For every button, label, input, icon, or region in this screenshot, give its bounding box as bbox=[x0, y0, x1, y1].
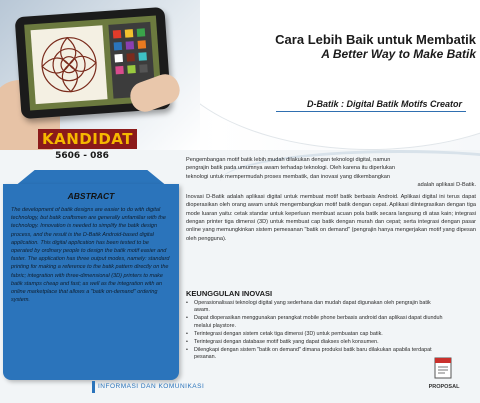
kandidat-badge bbox=[38, 129, 133, 165]
footer-category: INFORMASI DAN KOMUNIKASI bbox=[98, 383, 205, 390]
list-item: • Terintegrasi dengan sistem cetak tiga dimensi (3D) untuk pembuatan cap batik. bbox=[186, 330, 383, 337]
bullet-icon: • bbox=[186, 339, 188, 346]
intro-line: teknologi untuk mempermudah proses membatik, dan inovasi yang dikembangkan bbox=[186, 173, 390, 180]
bullet-icon: • bbox=[186, 347, 188, 354]
intro-line-last: adalah aplikasi D-Batik. bbox=[417, 181, 476, 188]
bullet-icon: • bbox=[186, 315, 188, 322]
keunggulan-list bbox=[186, 300, 444, 363]
list-item: • Terintegrasi dengan database motif batik yang dapat diakses oleh konsumen. bbox=[186, 339, 379, 346]
proposal-label: PROPOSAL bbox=[428, 384, 460, 390]
kandidat-number: 5606 - 086 bbox=[55, 151, 109, 161]
page-title-english: A Better Way to Make Batik bbox=[321, 47, 476, 61]
footer-marker bbox=[92, 381, 95, 393]
page-title: Cara Lebih Baik untuk Membatik bbox=[275, 32, 476, 47]
subtitle-underline bbox=[276, 111, 466, 112]
list-item: • Operasionalisasi teknologi digital yang sederhana dan mudah dapat digunakan oleh pengrajin batik awam. bbox=[186, 300, 431, 314]
intro-line: pengrajin batik pada umumnya awam terhadap teknologi. Oleh karena itu diperlukan bbox=[186, 165, 395, 172]
proposal-icon bbox=[432, 356, 454, 380]
abstract-text: The development of batik designs are easier to do with digital technology, but batik craftsmen are generally unfamiliar with the technology. Innovation is needed to simplify the batik design process, and the result is the D-Batik Android-based digital application. This digital application has been tested to be operated by ordinary people to design the batik motif easier and faster. The application has three output modes, namely: standard printing for making a reference to the batik pattern directly on the fabric; integration with three-dimensional (3D) printers to make batik stamps cheap and fast; as well as the integration with an online marketplace that allows a "batik on-demand" ordering system. bbox=[11, 207, 170, 304]
batik-motif-canvas bbox=[31, 25, 108, 104]
batik-motif-icon bbox=[31, 25, 108, 104]
bullet-icon: • bbox=[186, 300, 188, 306]
list-item: • Dapat dioperasikan menggunakan perangkat mobile phone berbasis android dan aplikasi dapat diunduh melalui playstore. bbox=[186, 315, 443, 329]
bullet-icon: • bbox=[186, 330, 188, 337]
innovation-paragraph: Inovasi D-Batik adalah aplikasi digital untuk membuat motif batik berbasis Android. Aplikasi digital ini terus dapat dioperasikan oleh orang awam untuk mengembangkan motif batik dengan cepat. Aplikasi diintegrasikan dengan tiga mode luaran yaitu: cetak standar untuk keperluan membuat acuan pola batik secara langsung di atas kain; integrasi dengan printer tiga dimensi (3D) untuk membuat cap batik dengan murah dan cepat; serta integrasi dengan pasar online yang memungkinkan sistem pemesanan "batik on demand" (pengrajin hanya mengerjakan motif yang dipesan oleh pengguna). bbox=[186, 194, 476, 242]
list-item: • Dilengkapi dengan sistem "batik on demand" dimana produksi batik baru dilakukan apabila terdapat pesanan. bbox=[186, 347, 432, 361]
tablet-photo bbox=[0, 0, 200, 150]
intro-line: Pengembangan motif batik lebih mudah dilakukan dengan teknologi digital, namun bbox=[186, 157, 391, 163]
intro-paragraph bbox=[186, 156, 476, 189]
description-body bbox=[186, 156, 476, 246]
app-subtitle: D-Batik : Digital Batik Motifs Creator bbox=[306, 99, 462, 109]
kandidat-logo: KANDIDAT bbox=[38, 129, 137, 149]
abstract-heading: ABSTRACT bbox=[67, 191, 115, 201]
keunggulan-heading: KEUNGGULAN INOVASI bbox=[186, 289, 273, 298]
